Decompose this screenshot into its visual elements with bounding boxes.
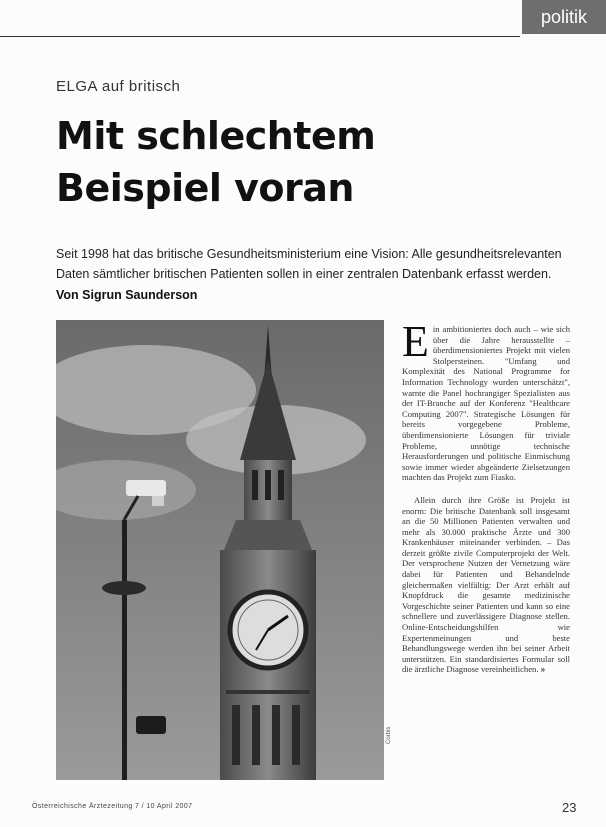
article-body	[402, 317, 570, 676]
body-paragraph-2	[402, 495, 570, 676]
body-paragraph-2-text: Allein durch ihre Größe ist Projekt ist enorm: Die britische Datenbank soll insgesamt an die 50 Millionen Patienten verwalten und mehr als 30.000 praktische Ärzte und 300 Krankenhäuser miteinander verbinden. – Das derzeit größte zivile Computerprojekt der Welt. Der versprochene Nutzen der Vernetzung wäre dabei für Patienten und Behandelnde gleichermaßen vielfältig: Der Arzt erhält auf Knopfdruck die gesamte medizinische Vorgeschichte seiner Patienten und kann so eine schnellere und zuverlässigere Diagnose stellen. Online-Entscheidungshilfen wie Expertenmeinungen und beste Behandlungswege werden ihn bei seiner Arbeit unterstützen. Ein standardisiertes Formular soll die ärztliche Diagnose vereinheitlichen.	[402, 494, 570, 675]
lead-paragraph: Seit 1998 hat das britische Gesundheitsministerium eine Vision: Alle gesundheitsrelevanten Daten sämtlicher britischen Patienten sollen in einer zentralen Datenbank erfasst werden.	[56, 247, 562, 281]
headline	[56, 110, 375, 214]
big-ben-illustration	[56, 320, 384, 780]
continued-marker: »	[540, 665, 546, 675]
big-ben-photo	[56, 320, 384, 780]
headline-line-1: Mit schlechtem	[56, 114, 376, 158]
footer-publication: Österreichische Ärztezeitung 7 / 10 April 2007	[32, 803, 193, 810]
drop-cap: E	[402, 317, 429, 366]
section-label: politik	[522, 0, 606, 34]
body-paragraph-1-text: in ambitioniertes doch auch – wie sich über die Jahre herausstellte – überdimensioniertes Projekt mit vielen Stolpersteinen. "Umfang und Komplexität des National Programme for Information Technology wurden unterschätzt", warnte die Panel hochrangiger Spezialisten aus der IT-Branche auf der Konferenz "Healthcare Computing 2007". Strategische Lösungen für bereits vorgegebene Probleme, überdimensionierte Lösungen für triviale Probleme, unnötige technische Herausforderungen und politische Einmischung sowie immer wieder abgeänderte Zielsetzungen machten das Projekt zum Fiasko.	[402, 324, 570, 483]
author-byline: Von Sigrun Saunderson	[56, 288, 198, 302]
kicker: ELGA auf britisch	[56, 78, 181, 95]
headline-line-2: Beispiel voran	[56, 166, 354, 210]
header-rule	[0, 36, 520, 37]
page-number: 23	[562, 800, 577, 815]
body-paragraph-1	[402, 317, 570, 483]
photo-credit: Corbis	[386, 726, 392, 744]
